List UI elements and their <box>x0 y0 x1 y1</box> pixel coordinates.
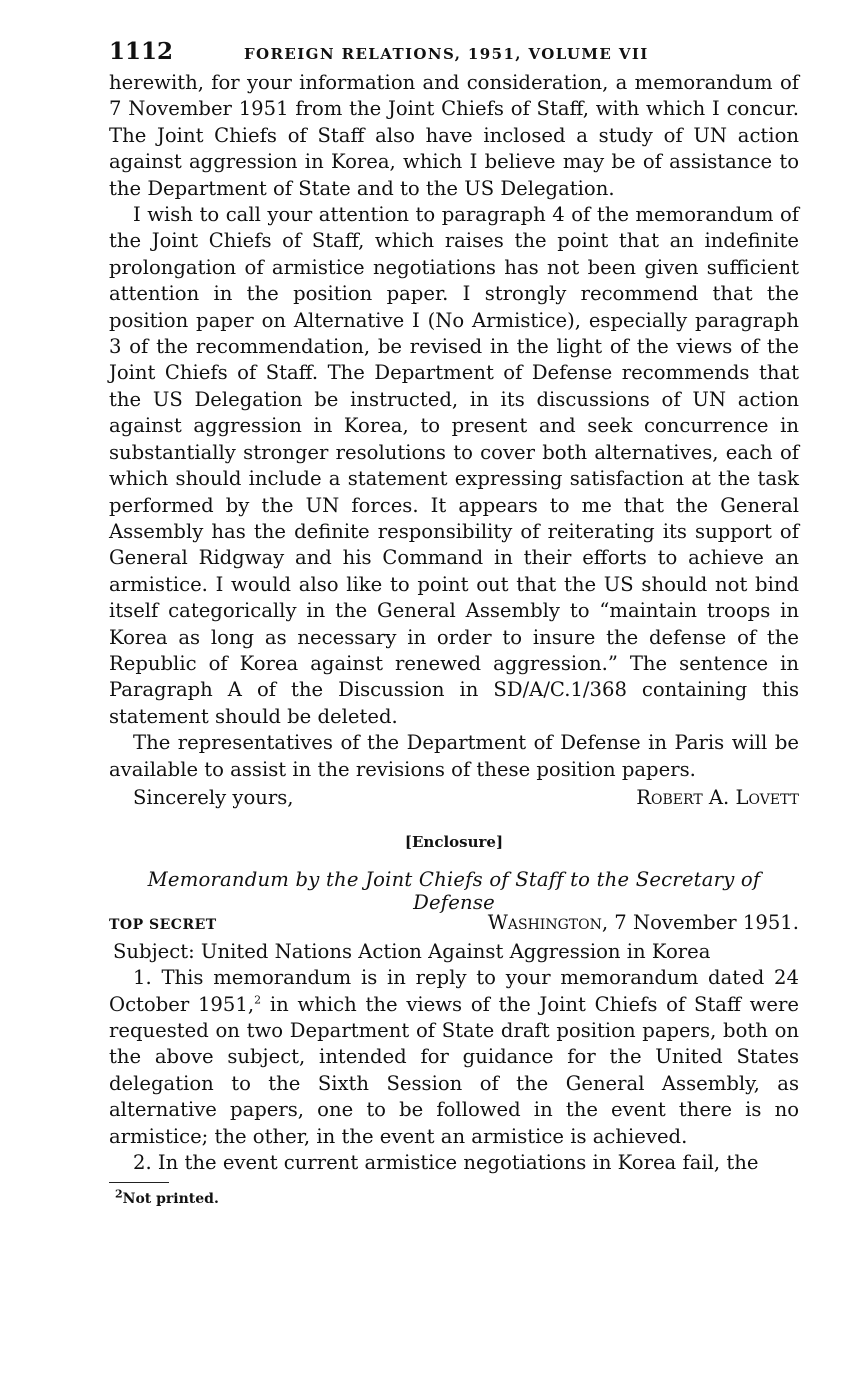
memo-heading-row <box>109 910 799 938</box>
letter-paragraph-2: I wish to call your attention to paragraph 4 of the memorandum of the Joint Chiefs of Staff, which raises the point that an indefinite prolongation of armistice negotiations has not been given sufficient attention in the position paper. I strongly recommend that the position paper on Alternative I (No Armistice), especially paragraph 3 of the recommendation, be revised in the light of the views of the Joint Chiefs of Staff. The Department of Defense recommends that the US Delegation be instructed, in its discussions of UN action against aggression in Korea, to present and seek concurrence in substantially stronger resolutions to cover both alternatives, each of which should include a statement expressing satisfaction at the task performed by the UN forces. It appears to me that the General Assembly has the definite responsibility of reiterating its support of General Ridgway and his Command in their efforts to achieve an armistice. I would also like to point out that the US should not bind itself categorically in the General Assembly to “maintain troops in Korea as long as necessary in order to insure the defense of the Republic of Korea against renewed aggression.” The sentence in Paragraph A of the Discussion in SD/A/C.1/368 containing this statement should be deleted. <box>109 203 799 728</box>
memo-paragraph-1-text-a: 1. This memorandum is in reply to your memorandum dated 24 October 1951, <box>109 966 799 1016</box>
letter-closing <box>109 785 799 811</box>
memo-paragraph-1 <box>109 965 799 1150</box>
memo-paragraph-2: 2. In the event current armistice negotiations in Korea fail, the <box>133 1151 759 1175</box>
memo-dateline <box>488 910 799 936</box>
running-head: FOREIGN RELATIONS, 1951, VOLUME VII <box>244 45 649 63</box>
memo-paragraph-1-text-b: in which the views of the Joint Chiefs of Staff were requested on two Department of State draft position papers, both on the above subject, intended for guidance for the United States delegation to the Sixth Session of the General Assembly, as alternative papers, one to be followed in the event there is no armistice; the other, in the event an armistice is achieved. <box>109 992 799 1148</box>
classification-marking: TOP SECRET <box>109 917 217 934</box>
footnote-text: Not printed. <box>122 1191 219 1208</box>
footnote-divider <box>109 1182 169 1183</box>
footnote-reference: 2 <box>254 993 262 1007</box>
page-header <box>109 38 799 70</box>
memo-place: Washington <box>487 911 602 935</box>
memo-title: Memorandum by the Joint Chiefs of Staff to the Secretary of Defense <box>147 868 761 915</box>
memo-subject: Subject: United Nations Action Against Aggression in Korea <box>113 939 711 963</box>
letter-paragraph-1: herewith, for your information and consideration, a memorandum of 7 November 1951 from the Joint Chiefs of Staff, with which I concur. The Joint Chiefs of Staff also have inclosed a study of UN action against aggression in Korea, which I believe may be of assistance to the Department of State and to the US Delegation. <box>109 71 799 200</box>
document-page <box>109 38 799 1207</box>
memo-date: , 7 November 1951. <box>601 911 799 935</box>
signature: Robert A. Lovett <box>636 785 799 809</box>
footnote <box>109 1187 799 1208</box>
enclosure-label: [Enclosure] <box>404 833 504 852</box>
letter-paragraph-3: The representatives of the Department of Defense in Paris will be available to assist in the revisions of these position papers. <box>109 731 799 781</box>
complimentary-close: Sincerely yours, <box>133 785 294 809</box>
footnote-mark: 2 <box>115 1187 123 1201</box>
page-number: 1112 <box>109 38 174 65</box>
